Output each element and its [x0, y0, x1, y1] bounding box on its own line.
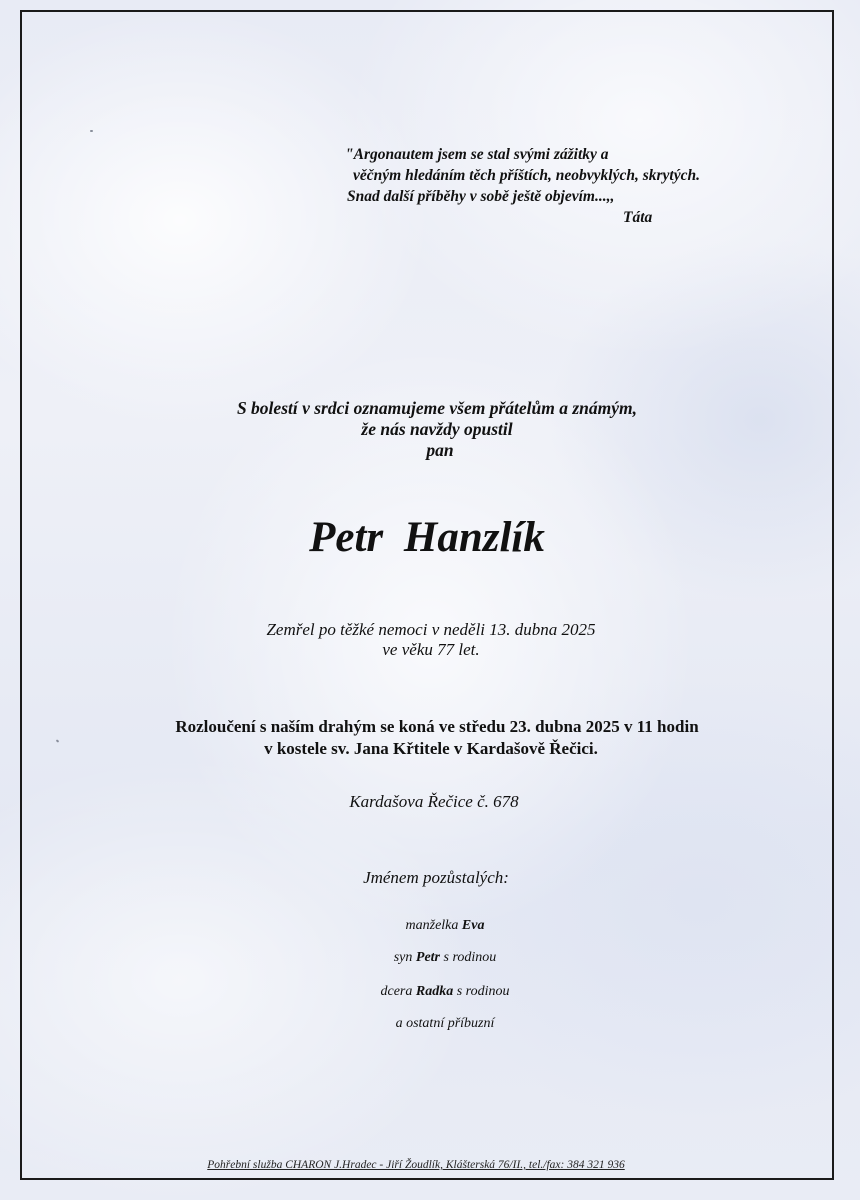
death-info — [20, 620, 834, 660]
announcement-line: pan — [426, 440, 454, 460]
family-member — [20, 950, 834, 966]
death-age-line: ve věku 77 let. — [382, 640, 480, 659]
death-date-line: Zemřel po těžké nemoci v neděli 13. dubna 2025 — [266, 620, 596, 639]
motto-line: Snad další příběhy v sobě ještě objevím...,, — [347, 188, 615, 205]
family-suffix: s rodinou — [456, 984, 510, 999]
farewell-info — [20, 716, 834, 760]
deceased-first-name: Petr — [309, 514, 384, 561]
family-member-name: Petr — [415, 950, 440, 965]
deceased-last-name: Hanzlík — [403, 514, 545, 561]
announcement-line: že nás navždy opustil — [361, 419, 513, 439]
family-suffix: s rodinou — [443, 950, 497, 965]
family-relation: manželka — [405, 918, 459, 933]
family-member — [20, 918, 834, 934]
motto-signature: Táta — [623, 209, 653, 226]
family-member — [20, 1016, 834, 1032]
on-behalf-heading: Jménem pozůstalých: — [363, 868, 509, 887]
motto-quote — [345, 144, 765, 228]
motto-line: věčným hledáním těch příštích, neobvyklých, skrytých. — [353, 167, 700, 184]
motto-line: "Argonautem jsem se stal svými zážitky a — [345, 146, 609, 163]
family-relation: dcera — [380, 984, 413, 999]
paper-speck-mark — [90, 130, 93, 132]
announcement-text — [20, 398, 834, 461]
funeral-service-footer: Pohřební služba CHARON J.Hradec - Jiří Žoudlík, Klášterská 76/II., tel./fax: 384 321 936 — [207, 1159, 625, 1171]
family-member-name: Eva — [461, 918, 485, 933]
family-member-name: Radka — [415, 984, 454, 999]
announcement-line: S bolestí v srdci oznamujeme všem přátelům a známým, — [236, 398, 638, 418]
family-member — [20, 984, 834, 1000]
deceased-name — [20, 512, 834, 564]
farewell-place-line: v kostele sv. Jana Křtitele v Kardašově Řečici. — [264, 739, 598, 758]
family-address: Kardašova Řečice č. 678 — [349, 792, 519, 811]
family-relation: syn — [393, 950, 413, 965]
farewell-date-line: Rozloučení s naším drahým se koná ve středu 23. dubna 2025 v 11 hodin — [175, 717, 699, 736]
family-relation: a ostatní příbuzní — [395, 1016, 495, 1031]
